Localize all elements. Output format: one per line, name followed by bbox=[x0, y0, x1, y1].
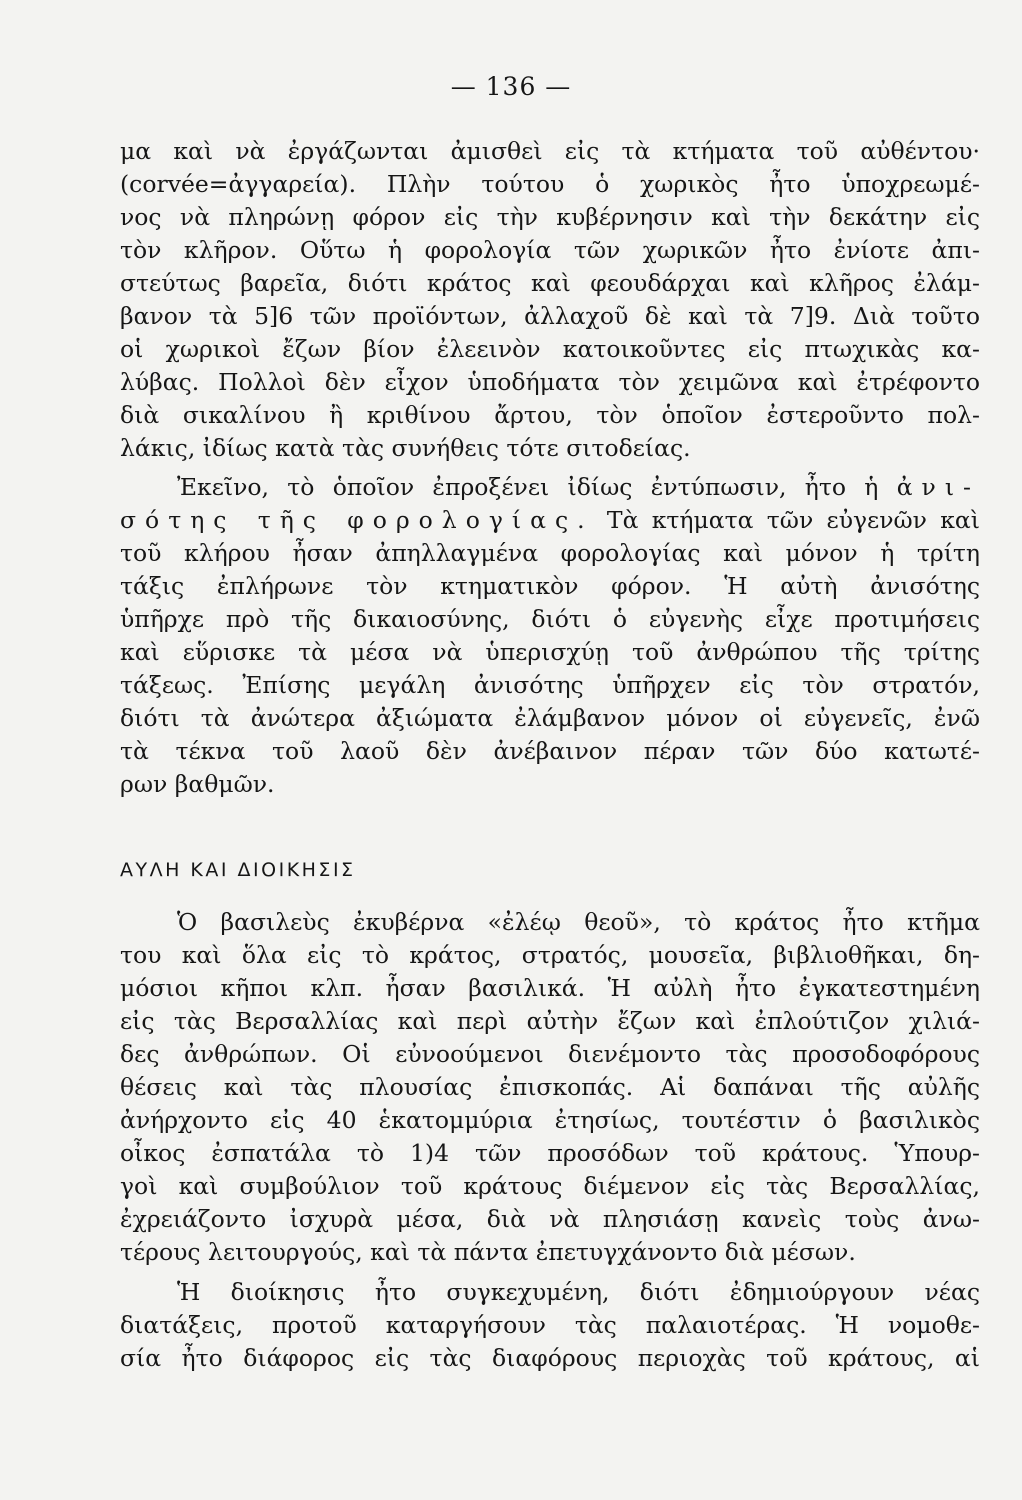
paragraph-court bbox=[120, 906, 980, 1269]
text-line bbox=[120, 504, 980, 537]
text-line: τέρους λειτουργούς, καὶ τὰ πάντα ἐπετυγχάνοντο διὰ μέσων. bbox=[120, 1238, 856, 1266]
text-line: οἱ χωρικοὶ ἔζων βίον ἐλεεινὸν κατοικοῦντες εἰς πτωχικὰς κα- bbox=[120, 335, 980, 363]
text-run: Τὰ κτήματα τῶν εὐγενῶν καὶ bbox=[606, 506, 980, 534]
text-line: διατάξεις, προτοῦ καταργήσουν τὰς παλαιοτέρας. Ἡ νομοθε- bbox=[120, 1311, 980, 1339]
text-line: εἰς τὰς Βερσαλλίας καὶ περὶ αὐτὴν ἔζων καὶ ἐπλούτιζον χιλιά- bbox=[120, 1007, 980, 1035]
text-line: (corvée=ἀγγαρεία). Πλὴν τούτου ὁ χωρικὸς ἦτο ὑποχρεωμέ- bbox=[120, 170, 980, 198]
text-run: Ἐκεῖνο, τὸ ὁποῖον ἐπροξένει ἰδίως ἐντύπωσιν, ἦτο ἡ bbox=[177, 473, 879, 501]
text-line: διὰ σικαλίνου ἢ κριθίνου ἄρτου, τὸν ὁποῖον ἐστεροῦντο πολ- bbox=[120, 401, 980, 429]
text-line: ἀνήρχοντο εἰς 40 ἑκατομμύρια ἐτησίως, τουτέστιν ὁ βασιλικὸς bbox=[120, 1106, 980, 1134]
page-number: — 136 — bbox=[450, 72, 572, 101]
text-line: λάκις, ἰδίως κατὰ τὰς συνήθεις τότε σιτοδείας. bbox=[120, 434, 691, 462]
text-line: του καὶ ὅλα εἰς τὸ κράτος, στρατός, μουσεῖα, βιβλιοθῆκαι, δη- bbox=[120, 941, 980, 969]
paragraph-inequality bbox=[120, 471, 980, 801]
text-line: ὑπῆρχε πρὸ τῆς δικαιοσύνης, διότι ὁ εὐγενὴς εἶχε προτιμήσεις bbox=[120, 605, 980, 633]
text-line: Ὁ βασιλεὺς ἐκυβέρνα «ἐλέῳ θεοῦ», τὸ κράτος ἦτο κτῆμα bbox=[177, 908, 980, 936]
text-line: βανον τὰ 5]6 τῶν προϊόντων, ἀλλαχοῦ δὲ καὶ τὰ 7]9. Διὰ τοῦτο bbox=[120, 302, 980, 330]
text-line: νος νὰ πληρώνῃ φόρον εἰς τὴν κυβέρνησιν καὶ τὴν δεκάτην εἰς bbox=[120, 203, 980, 231]
spaced-emphasis: σότης τῆς φορολογίας. bbox=[120, 506, 594, 534]
text-line: σία ἦτο διάφορος εἰς τὰς διαφόρους περιοχὰς τοῦ κράτους, αἱ bbox=[120, 1344, 980, 1372]
text-line: δες ἀνθρώπων. Οἱ εὐνοούμενοι διενέμοντο τὰς προσοδοφόρους bbox=[120, 1040, 980, 1068]
text-line bbox=[120, 471, 980, 504]
text-line: τὸν κλῆρον. Οὕτω ἡ φορολογία τῶν χωρικῶν ἦτο ἐνίοτε ἀπι- bbox=[120, 236, 980, 264]
text-line: καὶ εὕρισκε τὰ μέσα νὰ ὑπερισχύῃ τοῦ ἀνθρώπου τῆς τρίτης bbox=[120, 638, 980, 666]
text-line: τοῦ κλήρου ἦσαν ἀπηλλαγμένα φορολογίας καὶ μόνον ἡ τρίτη bbox=[120, 539, 980, 567]
text-line: γοὶ καὶ συμβούλιον τοῦ κράτους διέμενον εἰς τὰς Βερσαλλίας, bbox=[120, 1172, 980, 1200]
paragraph-administration bbox=[120, 1276, 980, 1375]
text-line: οἶκος ἐσπατάλα τὸ 1)4 τῶν προσόδων τοῦ κράτους. Ὑπουρ- bbox=[120, 1139, 980, 1167]
text-line: τάξις ἐπλήρωνε τὸν κτηματικὸν φόρον. Ἡ αὐτὴ ἀνισότης bbox=[120, 572, 980, 600]
section-heading: ΑΥΛΗ ΚΑΙ ΔΙΟΙΚΗΣΙΣ bbox=[120, 859, 356, 881]
text-line: τάξεως. Ἐπίσης μεγάλη ἀνισότης ὑπῆρχεν εἰς τὸν στρατόν, bbox=[120, 671, 980, 699]
text-line: θέσεις καὶ τὰς πλουσίας ἐπισκοπάς. Αἱ δαπάναι τῆς αὐλῆς bbox=[120, 1073, 980, 1101]
text-line: τὰ τέκνα τοῦ λαοῦ δὲν ἀνέβαινον πέραν τῶν δύο κατωτέ- bbox=[120, 737, 980, 765]
text-line: Ἡ διοίκησις ἦτο συγκεχυμένη, διότι ἐδημιούργουν νέας bbox=[177, 1278, 980, 1306]
text-line: στεύτως βαρεῖα, διότι κράτος καὶ φεουδάρχαι καὶ κλῆρος ἐλάμ- bbox=[120, 269, 980, 297]
spaced-emphasis: ἀνι- bbox=[896, 473, 980, 501]
paragraph-serfs bbox=[120, 135, 980, 465]
text-line: ἐχρειάζοντο ἰσχυρὰ μέσα, διὰ νὰ πλησιάσῃ κανεὶς τοὺς ἀνω- bbox=[120, 1205, 980, 1233]
text-line: μα καὶ νὰ ἐργάζωνται ἀμισθεὶ εἰς τὰ κτήματα τοῦ αὐθέντου· bbox=[120, 137, 980, 165]
text-line: μόσιοι κῆποι κλπ. ἦσαν βασιλικά. Ἡ αὐλὴ ἦτο ἐγκατεστημένη bbox=[120, 974, 980, 1002]
text-line: διότι τὰ ἀνώτερα ἀξιώματα ἐλάμβανον μόνον οἱ εὐγενεῖς, ἐνῶ bbox=[120, 704, 980, 732]
text-line: ρων βαθμῶν. bbox=[120, 770, 275, 798]
text-line: λύβας. Πολλοὶ δὲν εἶχον ὑποδήματα τὸν χειμῶνα καὶ ἐτρέφοντο bbox=[120, 368, 980, 396]
